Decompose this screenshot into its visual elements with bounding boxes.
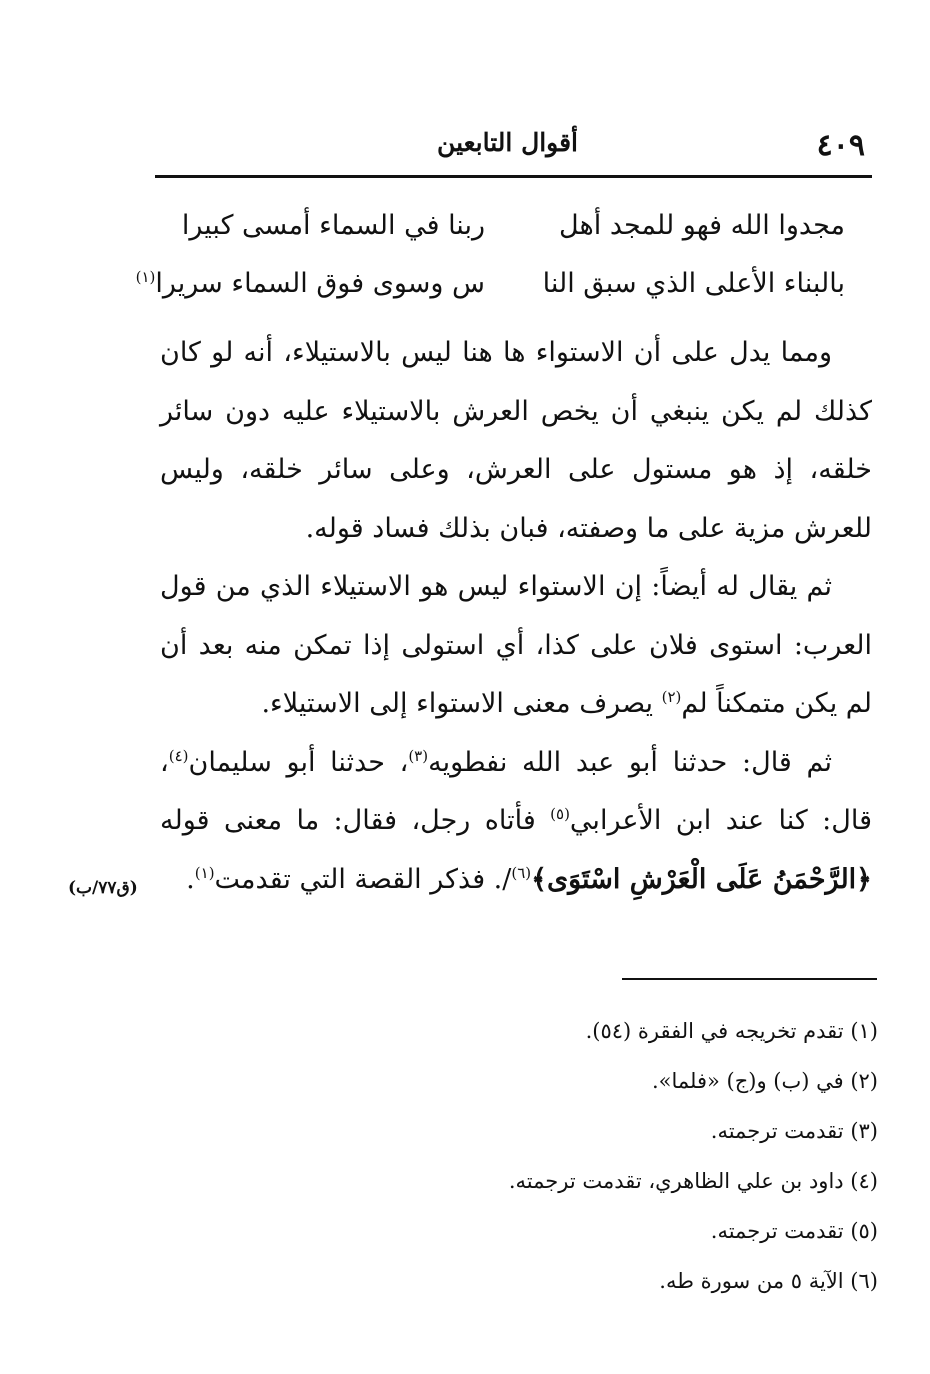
verse-first-hemistich: مجدوا الله فهو للمجد أهل	[559, 210, 845, 241]
quran-verse: ﴿الرَّحْمَنُ عَلَى الْعَرْشِ اسْتَوَى﴾	[531, 863, 872, 895]
verse-text: س وسوى فوق السماء سريرا	[155, 268, 485, 299]
footnote: (٣) تقدمت ترجمته.	[710, 1119, 878, 1143]
paragraph	[160, 558, 872, 734]
paragraph-text: ثم يقال له أيضاً: إن الاستواء ليس هو الاستيلاء الذي من قول العرب: استوى فلان على كذا، أي استولى إذا تمكن منه بعد أن لم يكن متمكناً لم	[160, 571, 872, 719]
paragraph	[160, 734, 872, 910]
paragraph-text: /. فذكر القصة التي تقدمت	[214, 863, 512, 895]
paragraph-text: ثم قال: حدثنا أبو عبد الله نفطويه	[428, 746, 832, 778]
body-text	[160, 324, 872, 909]
verse-line	[135, 268, 845, 312]
footnote: (٦) الآية ٥ من سورة طه.	[659, 1269, 878, 1293]
paragraph-text: .	[186, 863, 195, 895]
verse-second-hemistich: ربنا في السماء أمسى كبيرا	[181, 210, 485, 241]
page-header	[155, 122, 873, 172]
footnote-ref: (٣)	[408, 746, 429, 765]
footnote: (١) تقدم تخريجه في الفقرة (٥٤).	[585, 1019, 878, 1043]
paragraph-text: فأتاه رجل، فقال: ما معنى قوله	[160, 805, 551, 836]
verse-second-hemistich	[136, 268, 485, 299]
paragraph: ومما يدل على أن الاستواء ها هنا ليس بالاستيلاء، أنه لو كان كذلك لم يكن ينبغي أن يخص العرش بالاستيلاء عليه دون سائر خلقه، إذ هو مستول على العرش، وعلى سائر خلقه، وليس للعرش مزية على ما وصفته، فبان بذلك فساد قوله.	[160, 337, 872, 544]
footnote: (٤) داود بن علي الظاهري، تقدمت ترجمته.	[508, 1169, 878, 1193]
paragraph-text: ، قال: كنا عند ابن الأعرابي	[160, 746, 872, 836]
verse-first-hemistich: بالبناء الأعلى الذي سبق النا	[542, 268, 845, 299]
footnote-ref: (١)	[194, 863, 215, 882]
footnote: (٥) تقدمت ترجمته.	[710, 1219, 878, 1243]
page-number: ٤٠٩	[816, 128, 865, 163]
footnote-ref: (٦)	[511, 863, 532, 882]
paragraph-text: يصرف معنى الاستواء إلى الاستيلاء.	[261, 688, 662, 719]
manuscript-folio-marker: (ق٧٧/ب)	[68, 878, 138, 898]
footnote-ref: (٥)	[550, 805, 570, 823]
running-title: أقوال التابعين	[437, 128, 578, 157]
verse-line	[165, 210, 845, 254]
footnote-ref: (٤)	[168, 746, 189, 765]
footnote-ref: (١)	[135, 268, 156, 286]
header-divider	[155, 175, 872, 178]
footnote: (٢) في (ب) و(ج) «فلما».	[651, 1069, 878, 1093]
footnote-divider	[622, 978, 877, 980]
footnotes	[400, 1006, 878, 1306]
paragraph-text: ، حدثنا أبو سليمان	[188, 746, 409, 778]
footnote-ref: (٢)	[661, 688, 682, 706]
